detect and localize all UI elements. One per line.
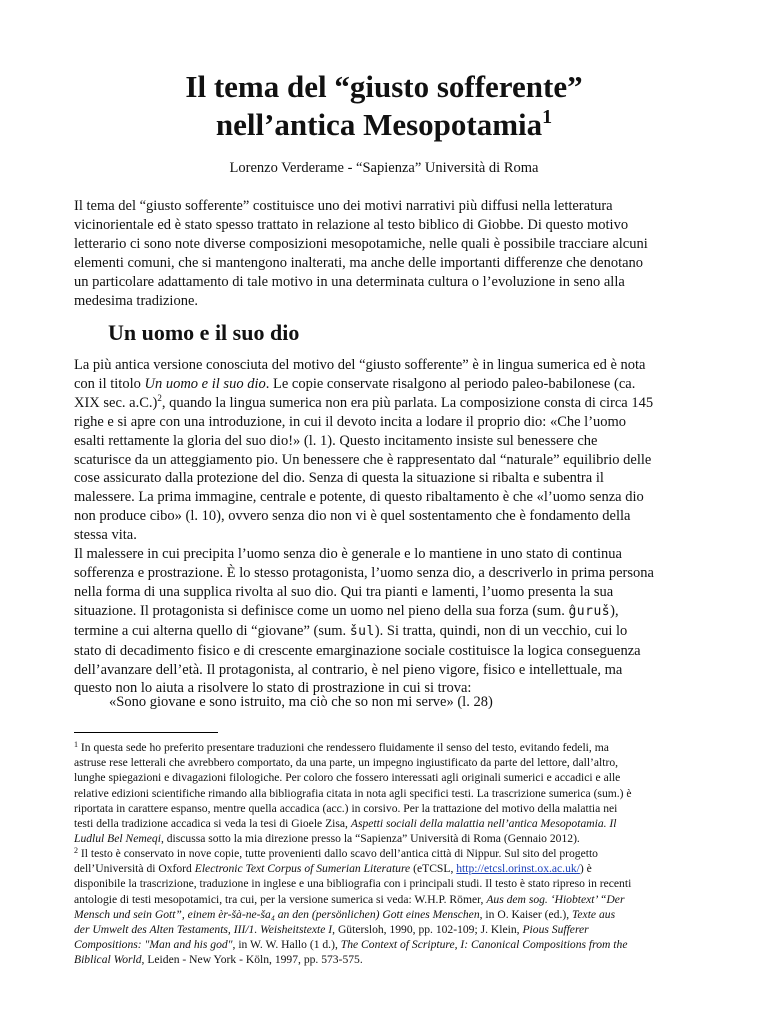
thesis-title: Ludlul Bel Nemeqi <box>74 832 161 846</box>
sumerian-term: ĝuruš <box>568 603 611 619</box>
footnote-text: antologie di testi mesopotamici, tra cui, per la versione sumerica si veda: W.H.P. Römer, <box>74 892 487 906</box>
footnote-text: testi della tradizione accadica si veda la tesi di Gioele Zisa, <box>74 817 351 831</box>
work-title: The Context of Scripture, I: Canonical Compositions from the <box>340 938 628 952</box>
body-text: ), <box>610 602 619 619</box>
footnote-line: relative edizioni scientifiche rimando alla bibliografia citata in nota agli specifici testi. La trascrizione sumerica (sum.) è <box>74 786 632 800</box>
footnote-1 <box>74 740 698 846</box>
footnote-number: 1 <box>74 740 78 749</box>
block-quote: «Sono giovane e sono istruito, ma ciò che so non mi serve» (l. 28) <box>109 694 493 710</box>
body-line: scaturisce da un atteggiamento pio. Un benessere che è rappresentato dal “naturale” equilibrio delle <box>74 451 652 468</box>
intro-line: Il tema del “giusto sofferente” costituisce uno dei motivi narrativi più diffusi nella letteratura <box>74 198 613 214</box>
body-text: con il titolo <box>74 375 145 392</box>
work-title: Texte aus <box>572 907 616 921</box>
body-line: non produce cibo» (l. 10), ovvero senza dio non vi è quel sostentamento che è fondamento della <box>74 508 631 525</box>
footnote-text: , Leiden - New York - Köln, 1997, pp. 573-575. <box>141 953 363 967</box>
footnote-line <box>74 937 698 952</box>
body-line: dell’avanzare dell’età. Il protagonista, al contrario, è nel pieno vigore, fisico e intellettuale, ma <box>74 661 623 678</box>
body-line: righe e si apre con una introduzione, in cui il devoto incita a lodare il proprio dio: «Che l’uomo <box>74 413 627 430</box>
intro-paragraph <box>74 197 698 310</box>
body-line <box>74 375 698 394</box>
body-line: La più antica versione conosciuta del motivo del “giusto sofferente” è in lingua sumerica ed è nota <box>74 357 646 373</box>
body-line <box>74 602 698 622</box>
body-text: . Le copie conservate risalgono al periodo paleo-babilonese (ca. <box>265 375 636 392</box>
footnote-text: In questa sede ho preferito presentare traduzioni che rendessero fluidamente il senso del testo, evitando fedeli, ma <box>78 741 609 754</box>
footnote-text: (eTCSL, <box>410 862 457 876</box>
body-line <box>74 622 698 642</box>
work-title: Mensch und sein Gott”, einem èr-šà-ne-šа₄ an den (persönlichen) Gott eines Menschen <box>74 907 480 921</box>
work-title: Pious Sufferer <box>522 923 589 937</box>
body-line: malessere. La prima immagine, centrale e potente, di questo ribaltamento è che «l’uomo senza dio <box>74 489 644 506</box>
body-line: questo non lo aiuta a risolvere lo stato di prostrazione in cui si trova: <box>74 680 472 697</box>
footnote-text: , discussa sotto la mia direzione presso la “Sapienza” Università di Roma (Gennaio 2012). <box>160 832 580 846</box>
footnote-line <box>74 846 698 861</box>
page-title <box>0 68 768 144</box>
footnote-text: , in O. Kaiser (ed.), <box>479 907 573 921</box>
intro-line: un particolare adattamento di tale motivo in una determinata cultura o l’evoluzione in seno alla <box>74 273 625 290</box>
body-text: situazione. Il protagonista si definisce come un uomo nel pieno della sua forza (sum. <box>74 602 569 619</box>
title-line-1: Il tema del “giusto sofferente” <box>185 69 583 104</box>
footnote-line: disponibile la trascrizione, traduzione in inglese e una bibliografia con i principali studi. Il testo è stato ripreso in recenti <box>74 877 632 891</box>
footnote-ref-2[interactable]: 2 <box>157 392 162 403</box>
author-line: Lorenzo Verderame - “Sapienza” Università di Roma <box>229 160 539 176</box>
work-title: Biblical World <box>74 953 142 967</box>
body-line: esalti rettamente la gloria del suo dio!» (l. 1). Questo incitamento insiste sul benessere che <box>74 432 598 449</box>
footnote-line: riportata in carattere espanso, mentre quella accadica (acc.) in corsivo. Per la trattazione del motivo della malattia nei <box>74 801 618 815</box>
footnote-line <box>74 740 698 755</box>
body-line: stato di decadimento fisico e di crescente emarginazione sociale costituisce la logica conseguenza <box>74 642 641 659</box>
body-text: termine a cui alterna quello di “giovane” (sum. <box>74 622 350 639</box>
thesis-title: Aspetti sociali della malattia nell’antica Mesopotamia. Il <box>350 817 617 831</box>
footnote-text: , Gütersloh, 1990, pp. 102-109; J. Klein, <box>332 923 523 937</box>
title-line-2 <box>0 106 768 144</box>
intro-line: letterario ci sono note diverse composizioni mesopotamiche, nelle quali è possibile tracciare alcuni <box>74 235 648 252</box>
footnote-line <box>74 861 698 876</box>
footnote-line <box>74 952 698 967</box>
intro-line: elementi comuni, che si mantengono inalterati, ma anche delle importanti differenze che denotano <box>74 254 644 271</box>
section-heading: Un uomo e il suo dio <box>108 320 300 345</box>
footnote-text: Il testo è conservato in nove copie, tutte provenienti dallo scavo dell’antica città di Nippur. Sul sito del progetto <box>78 847 598 860</box>
work-title: der Umwelt des Alten Testaments, III/1. Weisheitstexte I <box>74 923 333 937</box>
footnote-line <box>74 831 698 846</box>
work-title: Compositions: "Man and his god" <box>74 938 233 952</box>
work-title: Un uomo e il suo dio <box>144 375 266 392</box>
body-line <box>74 394 698 413</box>
body-text: XIX sec. a.C.) <box>74 394 158 411</box>
intro-line: vicinorientale ed è stato spesso trattato in relazione al testo biblico di Giobbe. Di questo motivo <box>74 216 629 233</box>
body-line: stessa vita. <box>74 527 137 544</box>
body-line: sofferenza e prostrazione. È lo stesso protagonista, l’uomo senza dio, a descriverlo in prima persona <box>74 564 654 581</box>
sumerian-term: šul <box>349 623 375 639</box>
footnote-text: , in W. W. Hallo (1 d.), <box>232 938 341 952</box>
project-title: Electronic Text Corpus of Sumerian Literature <box>194 862 411 876</box>
footnote-separator <box>74 732 218 733</box>
title-footnote-ref[interactable]: 1 <box>542 106 553 128</box>
title-line-2-text: nell’antica Mesopotamia <box>215 107 543 142</box>
footnote-line: astruse rese letterali che avrebbero comportato, da una parte, un impegno ingiustificato da parte del lettore, dall’altro, <box>74 756 619 770</box>
footnote-text: ) è <box>579 862 592 876</box>
footnote-2 <box>74 846 698 968</box>
footnote-line: lunghe spiegazioni e divagazioni filologiche. Per coloro che fossero interessati agli originali sumerici e accadici e alle <box>74 771 621 785</box>
body-paragraph <box>74 356 698 698</box>
body-text: ). Si tratta, quindi, non di un vecchio, cui lo <box>374 622 628 639</box>
etcsl-link[interactable]: http://etcsl.orinst.ox.ac.uk/ <box>456 862 580 876</box>
body-line: nella forma di una supplica rivolta al suo dio. Qui tra pianti e lamenti, l’uomo presenta la sua <box>74 583 614 600</box>
work-title: Aus dem sog. ‘Hiobtext’ “Der <box>486 892 625 906</box>
footnote-line <box>74 922 698 937</box>
footnote-line <box>74 816 698 831</box>
footnote-number: 2 <box>74 846 78 855</box>
body-line: cose assicurato dalla protezione del dio. Senza di questa la situazione si ribalta e subentra il <box>74 470 604 487</box>
intro-line: medesima tradizione. <box>74 292 199 309</box>
footnote-line <box>74 892 698 907</box>
body-line: Il malessere in cui precipita l’uomo senza dio è generale e lo mantiene in uno stato di continua <box>74 546 622 563</box>
body-text: , quando la lingua sumerica non era più parlata. La composizione consta di circa 145 <box>161 394 654 411</box>
footnote-text: dell’Università di Oxford <box>74 862 195 876</box>
footnote-line <box>74 907 698 922</box>
